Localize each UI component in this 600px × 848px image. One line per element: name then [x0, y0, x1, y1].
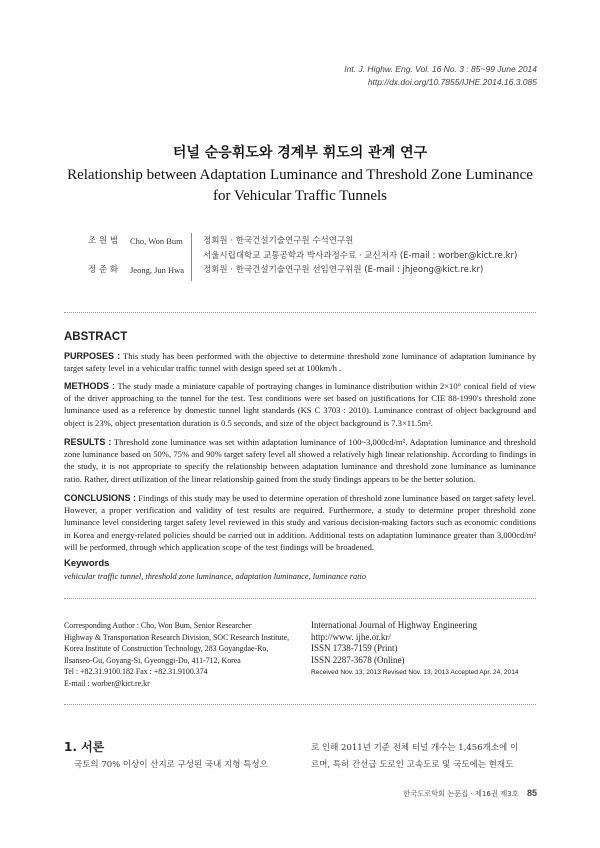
author-1-affil1: 정회원 · 한국건설기술연구원 수석연구원: [203, 236, 354, 246]
doi-link[interactable]: http://dx.doi.org/10.7855/IJHE.2014.16.3.085: [367, 77, 537, 87]
purposes-text: This study has been performed with the objective to determine threshold zone luminance of adaptation luminance by target safety level in a vehicular traffic tunnel with design speed set at 100km/h .: [64, 351, 537, 374]
abstract-purposes: [64, 350, 536, 374]
page-number: 85: [526, 788, 537, 798]
footer-journal: 한국도로학회 논문집 · 제16권 제3호: [403, 789, 519, 798]
author-divider: [191, 233, 192, 281]
title-english-line2: for Vehicular Traffic Tunnels: [212, 188, 388, 204]
corresponding-author: [64, 620, 309, 689]
issn-online: ISSN 2287-3678 (Online): [311, 654, 405, 665]
abstract-methods: [64, 380, 536, 429]
journal-header: [344, 63, 537, 89]
keywords-heading: Keywords: [64, 558, 110, 569]
methods-label: METHODS :: [64, 381, 115, 391]
corresponding-line: Ilsanseo-Gu, Goyang-Si, Gyeonggi-Do, 411-712, Korea: [64, 655, 241, 665]
received-dates: Received Nov. 13, 2013 Revised Nov. 13, 2013 Accepted Apr. 24, 2014: [311, 669, 519, 676]
journal-citation: Int. J. Highw. Eng. Vol. 16 No. 3 : 85~99 June 2014: [344, 64, 537, 74]
page-footer: [403, 788, 537, 799]
results-text: Threshold zone luminance was set within adaptation luminance of 100~3,000cd/m². Adaptation luminance and threshold zone luminance based on 50%, 75% and 90% target safety level all showed a relatively high linear relationship. According to findings in the study, it is not appropriate to specify the relationship between adaptation luminance and threshold zone luminance as luminance ratio. Rather, direct utilization of the linear relationship gained from the study findings appears to be the better solution.: [64, 437, 536, 484]
body-right-line1: 로 인해 2011년 기준 전체 터널 개수는 1,456개소에 이: [311, 743, 519, 753]
title-english-line1: Relationship between Adaptation Luminance and Threshold Zone Luminance: [67, 167, 533, 183]
divider-top: [64, 312, 536, 313]
corresponding-line: Corresponding Author : Cho, Won Bum, Senior Researcher: [64, 621, 252, 630]
corresponding-line: E-mail : worber@kict.re.kr: [64, 678, 150, 688]
journal-name: International Journal of Highway Engineering: [311, 620, 477, 630]
keywords-text: vehicular traffic tunnel, threshold zone luminance, adaptation luminance, luminance ratio: [64, 572, 367, 581]
author-2-affil1: 정회원 · 한국건설기술연구원 선임연구위원 (E-mail : jhjeong@kict.re.kr): [203, 265, 484, 275]
abstract-heading: ABSTRACT: [64, 331, 128, 343]
abstract-conclusions: [64, 492, 536, 553]
divider-middle: [64, 598, 536, 599]
abstract-results: [64, 436, 536, 485]
author-2-name-en: Jeong, Jun Hwa: [130, 265, 185, 275]
conclusions-label: CONCLUSIONS :: [64, 493, 137, 503]
author-1-affil2: 서울시립대학교 교통공학과 박사과정수료 · 교신저자 (E-mail : worber@kict.re.kr): [203, 251, 518, 261]
body-left-line: 국토의 70% 이상이 산지로 구성된 국내 지형 특성으: [74, 760, 268, 770]
title-korean: 터널 순응휘도와 경계부 휘도의 관계 연구: [172, 145, 428, 161]
results-label: RESULTS :: [64, 437, 112, 447]
section-heading: 1. 서론: [64, 740, 105, 754]
journal-url[interactable]: http://www. ijhe.or.kr/: [311, 631, 391, 642]
divider-bottom: [64, 704, 536, 705]
corresponding-line: Highway & Transportation Research Division, SOC Research Institute,: [64, 632, 290, 642]
body-right-line2: 르며, 특히 간선급 도로인 고속도로 및 국도에는 현재도: [311, 760, 514, 770]
purposes-label: PURPOSES :: [64, 351, 121, 361]
journal-info: [311, 620, 551, 679]
author-1-name-ko: 조 원 범: [88, 236, 119, 246]
corresponding-line: Korea Institute of Construction Technology, 283 Goyangdae-Ro,: [64, 644, 269, 653]
title-english: [0, 165, 600, 207]
issn-print: ISSN 1738-7159 (Print): [311, 643, 398, 653]
author-1-name-en: Cho, Won Bum: [130, 236, 183, 246]
conclusions-text: Findings of this study may be used to determine operation of threshold zone luminance based on target safety level. However, a proper verification and validity of test results are required. Furthermore, a study to determine proper threshold zone luminance level considering target safety level reviewed in this study and various decision-making factors such as economic conditions in Korea and energy-related policies should be carried out in addition. Additional tests on adaptation luminance greater than 3,000cd/m² will be performed, through which application scope of the test findings will be broadened.: [64, 493, 536, 552]
corresponding-line: Tel : +82.31.9100.182 Fax : +82.31.9100.374: [64, 667, 208, 676]
author-2-name-ko: 정 준 화: [88, 265, 119, 275]
methods-text: The study made a miniature capable of portraying changes in luminance distribution within 2×10° conical field of view of the driver approaching to the tunnel for the test. Test conditions were set based on justifications for CIE 88-1990's threshold zone luminance used as a reference by domestic tunnel light standards (KS C 3703 : 2010). Luminance contrast of object background and object is 23%, object presentation duration is 0.5 seconds, and size of the object background is 7.3×11.5m².: [64, 381, 537, 428]
